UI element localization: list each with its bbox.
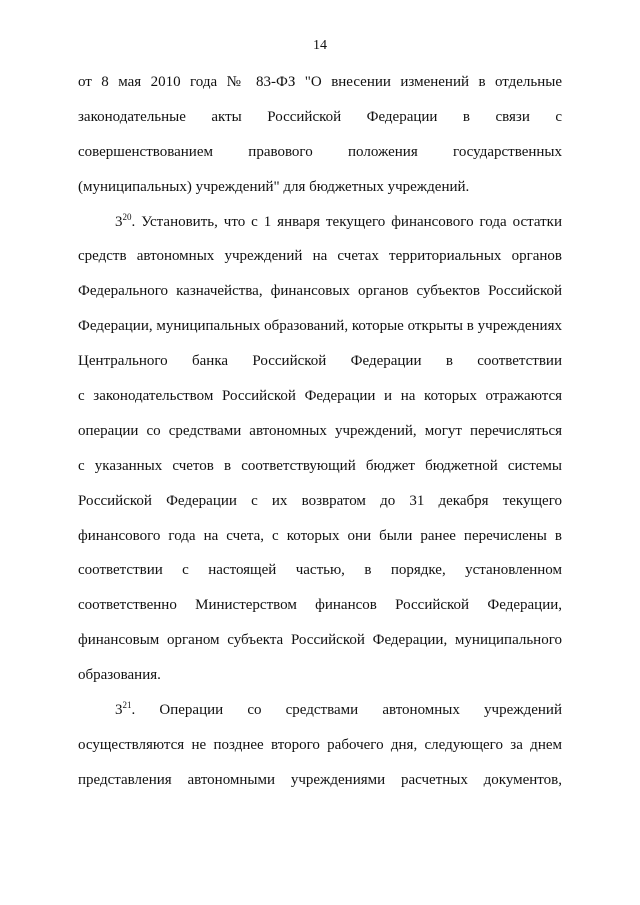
text-line: (муниципальных) учреждений" для бюджетных учреждений. xyxy=(78,178,470,195)
text-line: совершенствованием правового положения государственных xyxy=(78,143,562,160)
page-number: 14 xyxy=(313,38,327,53)
text-line xyxy=(78,212,562,247)
text-line: законодательные акты Российской Федерации в связи с xyxy=(78,108,562,125)
text-line: с указанных счетов в соответствующий бюджет бюджетной системы xyxy=(78,457,562,474)
paragraph-3-20 xyxy=(78,212,562,700)
text-line: Федерации, муниципальных образований, которые открыты в учреждениях xyxy=(78,318,562,335)
text-line-content: . Установить, что с 1 января текущего финансового года остатки xyxy=(131,213,562,230)
text-line: соответствии с настоящей частью, в порядке, установленном xyxy=(78,562,562,579)
text-line: соответственно Министерством финансов Российской Федерации, xyxy=(78,597,562,614)
text-line: финансового года на счета, с которых они были ранее перечислены в xyxy=(78,527,562,544)
text-line-content: . Операции со средствами автономных учреждений xyxy=(131,702,562,719)
text-line: Российской Федерации с их возвратом до 31 декабря текущего xyxy=(78,492,562,509)
paragraph-number: 3 xyxy=(115,702,123,719)
text-line: осуществляются не позднее второго рабочего дня, следующего за днем xyxy=(78,736,562,753)
text-line: финансовым органом субъекта Российской Федерации, муниципального xyxy=(78,632,562,649)
text-line: с законодательством Российской Федерации и на которых отражаются xyxy=(78,388,562,405)
text-line xyxy=(78,700,562,735)
paragraph-number-superscript: 20 xyxy=(122,211,132,222)
text-line: средств автономных учреждений на счетах территориальных органов xyxy=(78,248,562,265)
text-line: представления автономными учреждениями расчетных документов, xyxy=(78,771,562,788)
text-line: от 8 мая 2010 года № 83-ФЗ "О внесении изменений в отдельные xyxy=(78,74,562,90)
text-line: операции со средствами автономных учреждений, могут перечисляться xyxy=(78,422,562,439)
paragraph-3-21 xyxy=(78,700,562,805)
text-line: Центрального банка Российской Федерации в соответствии xyxy=(78,353,562,370)
paragraph-1 xyxy=(78,72,562,212)
document-body xyxy=(78,72,562,805)
paragraph-number-superscript: 21 xyxy=(122,700,132,711)
paragraph-number: 3 xyxy=(115,213,123,230)
text-line: Федерального казначейства, финансовых органов субъектов Российской xyxy=(78,283,562,300)
text-line: образования. xyxy=(78,667,161,684)
